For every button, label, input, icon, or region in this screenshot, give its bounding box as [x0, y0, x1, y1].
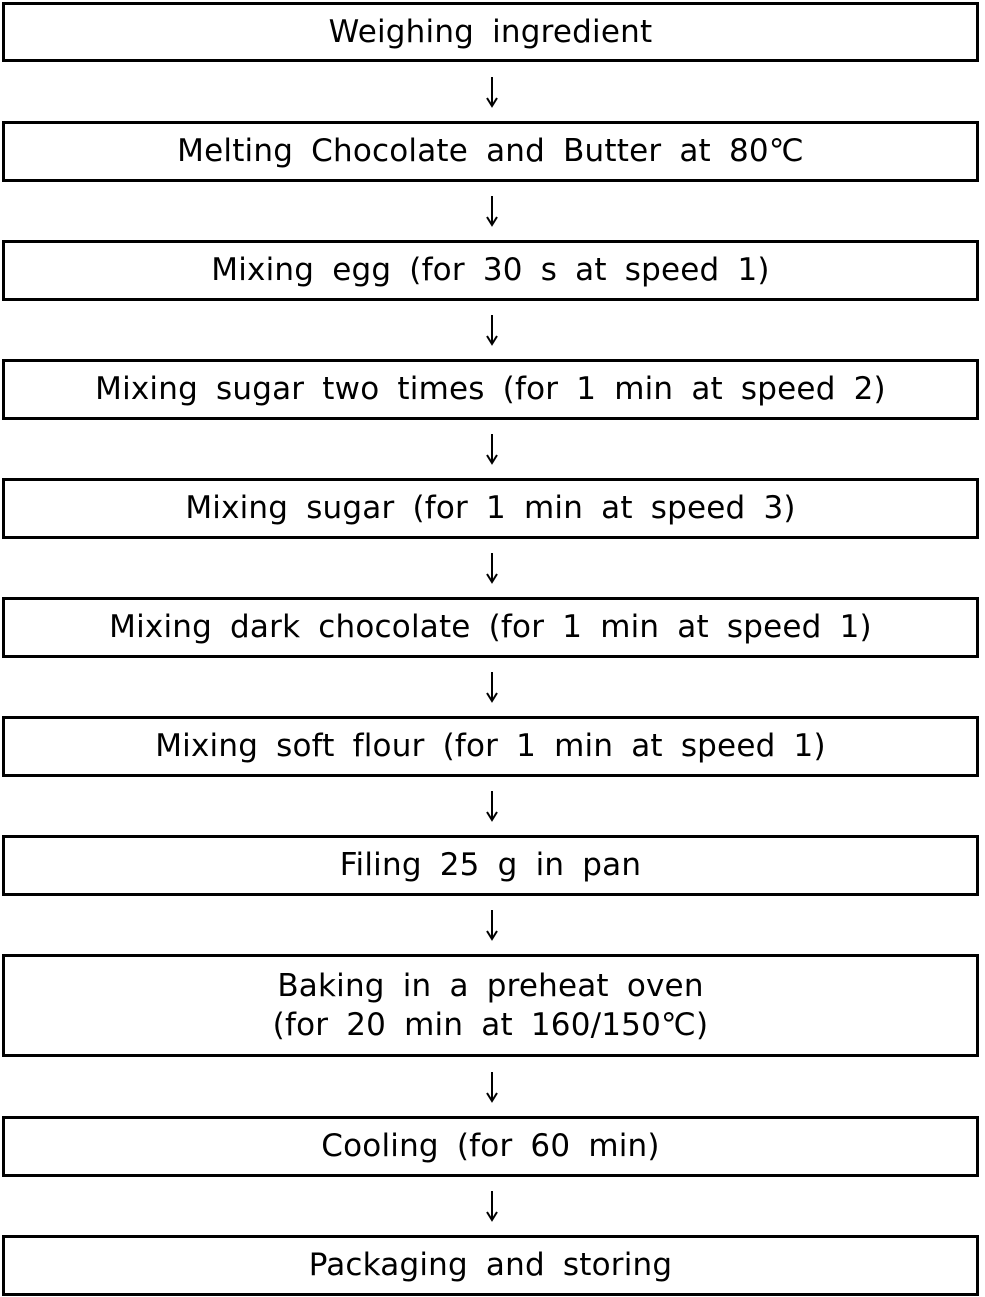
step-label: Weighing ingredient	[328, 13, 653, 50]
down-arrow-icon	[482, 908, 502, 942]
step-label: Packaging and storing	[308, 1247, 673, 1283]
step-mixing-soft-flour	[2, 716, 979, 777]
step-label: Mixing dark chocolate (for 1 min at speed 1)	[109, 609, 872, 645]
step-mixing-egg	[2, 240, 979, 301]
step-melting-chocolate-butter	[2, 121, 979, 182]
step-label: Melting Chocolate and Butter at 80℃	[177, 133, 804, 169]
down-arrow-icon	[482, 670, 502, 704]
step-mixing-sugar	[2, 478, 979, 539]
step-filing-pan	[2, 835, 979, 896]
down-arrow-icon	[482, 432, 502, 466]
step-label: Cooling (for 60 min)	[321, 1128, 660, 1164]
down-arrow-icon	[482, 194, 502, 228]
step-label: Mixing egg (for 30 s at speed 1)	[211, 252, 770, 288]
down-arrow-icon	[482, 75, 502, 109]
down-arrow-icon	[482, 551, 502, 585]
down-arrow-icon	[482, 313, 502, 347]
step-baking	[2, 954, 979, 1057]
step-label: Mixing sugar (for 1 min at speed 3)	[185, 490, 796, 526]
down-arrow-icon	[482, 1070, 502, 1104]
down-arrow-icon	[482, 789, 502, 823]
step-mixing-sugar-two-times	[2, 359, 979, 420]
step-cooling	[2, 1116, 979, 1177]
step-label: Mixing sugar two times (for 1 min at speed 2)	[95, 371, 886, 407]
step-mixing-dark-chocolate	[2, 597, 979, 658]
step-weighing-ingredient	[2, 2, 979, 62]
step-label: Mixing soft flour (for 1 min at speed 1)	[155, 728, 826, 764]
down-arrow-icon	[482, 1189, 502, 1223]
step-label: Filing 25 g in pan	[339, 847, 642, 883]
step-packaging-storing	[2, 1235, 979, 1296]
step-label-line-2: (for 20 min at 160/150℃)	[272, 1006, 709, 1043]
step-label-line-1: Baking in a preheat oven	[277, 967, 704, 1004]
